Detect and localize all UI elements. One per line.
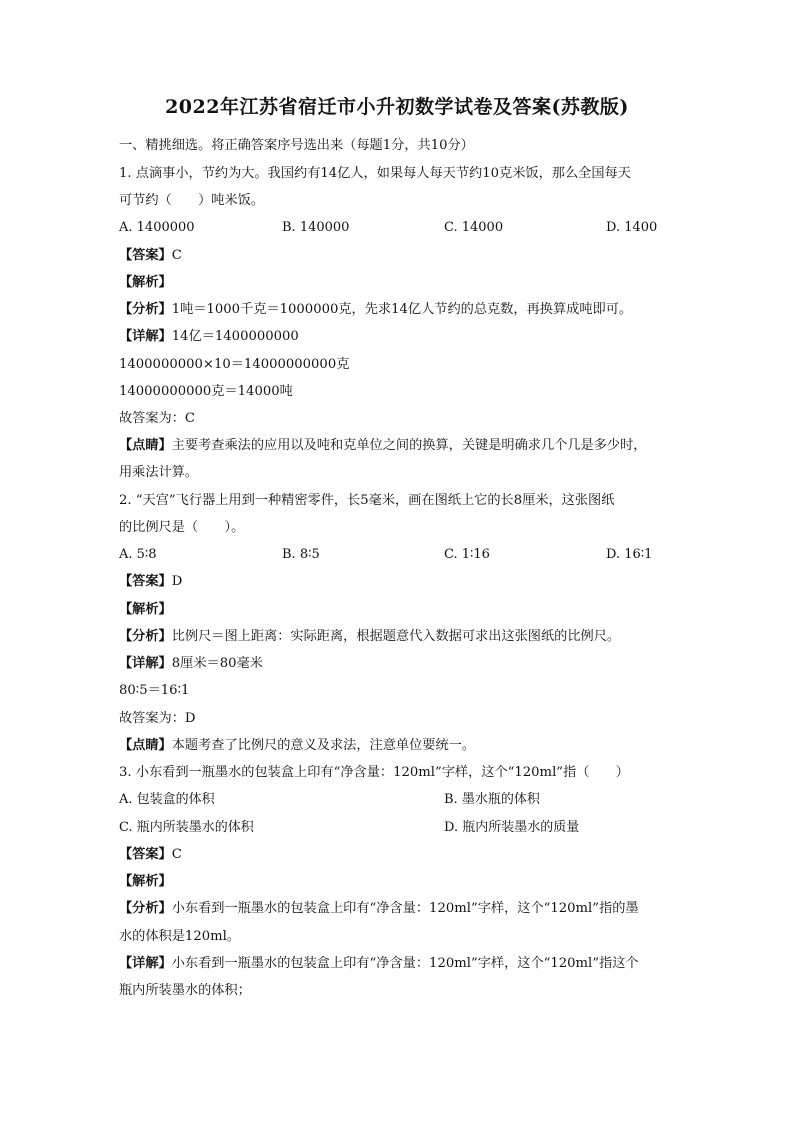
fenxi-text: 小东看到一瓶墨水的包装盒上印有“净含量：120ml”字样，这个“120ml”指的墨: [171, 901, 639, 916]
q3-answer: [119, 845, 182, 865]
q2-calc-line1: 80∶5＝16∶1: [119, 683, 190, 698]
q3-option-c: C. 瓶内所装墨水的体积: [119, 820, 254, 835]
xiangjie-tag: 【详解】: [119, 329, 172, 344]
xiangjie-tag: 【详解】: [119, 956, 172, 971]
fenxi-tag: 【分析】: [119, 901, 172, 916]
fenxi-text: 1吨＝1000千克＝1000000克，先求14亿人节约的总克数，再换算成吨即可。: [171, 302, 633, 317]
q2-stem-line2: 的比例尺是（ ）。: [119, 520, 245, 535]
section-heading: 一、精挑细选。将正确答案序号选出来（每题1分，共10分）: [119, 138, 474, 153]
xiangjie-text: 14亿＝1400000000: [171, 329, 299, 344]
dianjing-text: 本题考查了比例尺的意义及求法，注意单位要统一。: [171, 738, 476, 753]
q3-stem-line1: 3. 小东看到一瓶墨水的包装盒上印有“净含量：120ml”字样，这个“120ml”指（ ）: [119, 765, 629, 780]
dianjing-tag: 【点睛】: [119, 438, 172, 453]
q1-stem-line2: 可节约（ ）吨米饭。: [119, 193, 265, 208]
answer-tag: 【答案】: [119, 248, 172, 263]
q2-answer: [119, 572, 182, 592]
dianjing-tag: 【点睛】: [119, 738, 172, 753]
q1-stem-line1: 1. 点滴事小，节约为大。我国约有14亿人，如果每人每天节约10克米饭，那么全国每天: [119, 166, 631, 181]
q2-dianjing: [119, 736, 475, 756]
q1-option-c: C. 14000: [444, 220, 504, 235]
q3-xiangjie-line2: 瓶内所装墨水的体积；: [119, 983, 251, 998]
document-title: 2022年江苏省宿迁市小升初数学试卷及答案(苏教版): [165, 96, 629, 118]
q1-dianjing-line2: 用乘法计算。: [119, 465, 199, 480]
fenxi-text: 比例尺＝图上距离：实际距离，根据题意代入数据可求出这张图纸的比例尺。: [171, 629, 621, 644]
q1-option-b: B. 140000: [282, 220, 350, 235]
answer-value: C: [171, 248, 182, 263]
q2-option-c: C. 1∶16: [444, 547, 490, 562]
q1-calc-line1: 1400000000×10＝14000000000克: [119, 357, 350, 372]
fenxi-tag: 【分析】: [119, 302, 172, 317]
answer-tag: 【答案】: [119, 574, 172, 589]
answer-tag: 【答案】: [119, 847, 172, 862]
xiangjie-text: 8厘米＝80毫米: [171, 656, 263, 671]
q3-xiangjie: [119, 954, 639, 974]
q3-fenxi-line2: 水的体积是120ml。: [119, 929, 241, 944]
q1-answer: [119, 246, 182, 266]
q2-conclusion: 故答案为：D: [119, 711, 196, 726]
dianjing-text: 主要考查乘法的应用以及吨和克单位之间的换算，关键是明确求几个几是多少时，: [171, 438, 647, 453]
q2-option-b: B. 8∶5: [282, 547, 320, 562]
q1-fenxi: [119, 300, 632, 320]
q2-analysis-heading: 【解析】: [119, 602, 172, 617]
xiangjie-text: 小东看到一瓶墨水的包装盒上印有“净含量：120ml”字样，这个“120ml”指这个: [171, 956, 639, 971]
q3-fenxi: [119, 899, 639, 919]
q1-xiangjie: [119, 327, 299, 347]
q2-stem-line1: 2. “天宫”飞行器上用到一种精密零件，长5毫米，画在图纸上它的长8厘米，这张图纸: [119, 493, 615, 508]
q1-conclusion: 故答案为：C: [119, 411, 196, 426]
xiangjie-tag: 【详解】: [119, 656, 172, 671]
answer-value: C: [171, 847, 182, 862]
q3-analysis-heading: 【解析】: [119, 874, 172, 889]
q1-analysis-heading: 【解析】: [119, 275, 172, 290]
q3-option-b: B. 墨水瓶的体积: [444, 792, 540, 807]
q1-dianjing: [119, 436, 647, 456]
fenxi-tag: 【分析】: [119, 629, 172, 644]
q1-option-d: D. 1400: [606, 220, 658, 235]
q1-calc-line2: 14000000000克＝14000吨: [119, 384, 293, 399]
answer-value: D: [171, 574, 183, 589]
q1-option-a: A. 1400000: [119, 220, 195, 235]
q2-fenxi: [119, 627, 620, 647]
q2-option-d: D. 16∶1: [606, 547, 653, 562]
q3-option-a: A. 包装盒的体积: [119, 792, 215, 807]
q2-option-a: A. 5∶8: [119, 547, 157, 562]
q2-xiangjie: [119, 654, 263, 674]
q3-option-d: D. 瓶内所装墨水的质量: [444, 820, 580, 835]
